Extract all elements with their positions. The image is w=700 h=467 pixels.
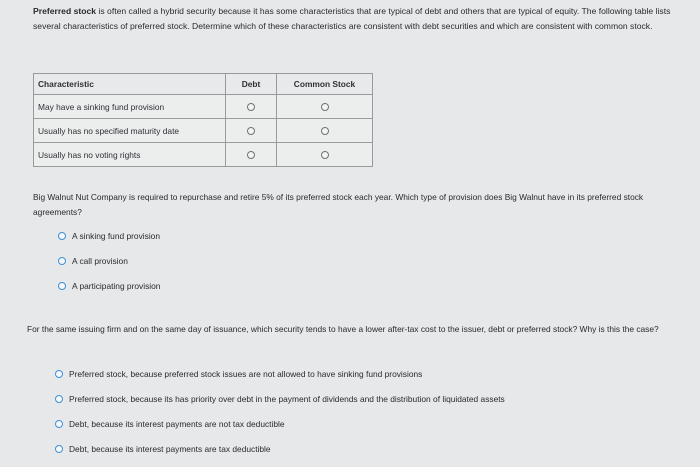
characteristics-table — [33, 73, 373, 167]
question-2-text: Big Walnut Nut Company is required to repurchase and retire 5% of its preferred stock each year. Which type of provision does Big Walnut have in its preferred stock agreements? — [33, 192, 644, 217]
intro-paragraph — [33, 4, 693, 34]
option-label: Debt, because its interest payments are not tax deductible — [69, 419, 285, 429]
option-label: Debt, because its interest payments are tax deductible — [69, 444, 271, 454]
common-stock-radio-row-2[interactable] — [321, 127, 329, 135]
q3-option-2[interactable] — [55, 394, 505, 404]
option-label: A sinking fund provision — [72, 231, 160, 241]
debt-radio-row-3[interactable] — [247, 151, 255, 159]
header-characteristic: Characteristic — [34, 74, 226, 95]
debt-radio-row-2[interactable] — [247, 127, 255, 135]
row-label: Usually has no specified maturity date — [34, 119, 226, 143]
intro-bold-term: Preferred stock — [33, 6, 97, 16]
q2-option-sinking-fund[interactable] — [58, 231, 160, 241]
radio-icon[interactable] — [55, 420, 63, 428]
radio-icon[interactable] — [58, 232, 66, 240]
header-common-stock: Common Stock — [277, 74, 373, 95]
debt-radio-row-1[interactable] — [247, 103, 255, 111]
q2-option-participating[interactable] — [58, 281, 160, 291]
q3-option-4[interactable] — [55, 444, 271, 454]
radio-icon[interactable] — [55, 370, 63, 378]
table-header-row — [34, 74, 373, 95]
question-3-text: For the same issuing firm and on the same day of issuance, which security tends to have a lower after-tax cost to the issuer, debt or preferred stock? Why is this the case? — [27, 324, 659, 334]
common-stock-radio-row-3[interactable] — [321, 151, 329, 159]
common-stock-radio-row-1[interactable] — [321, 103, 329, 111]
q3-option-1[interactable] — [55, 369, 422, 379]
option-label: A call provision — [72, 256, 128, 266]
row-label: May have a sinking fund provision — [34, 95, 226, 119]
option-label: Preferred stock, because its has priority over debt in the payment of dividends and the distribution of liquidated assets — [69, 394, 505, 404]
option-label: Preferred stock, because preferred stock issues are not allowed to have sinking fund provisions — [69, 369, 423, 379]
table-row — [34, 119, 373, 143]
radio-icon[interactable] — [58, 257, 66, 265]
option-label: A participating provision — [72, 281, 161, 291]
radio-icon[interactable] — [58, 282, 66, 290]
table-row — [34, 143, 373, 167]
radio-icon[interactable] — [55, 445, 63, 453]
row-label: Usually has no voting rights — [34, 143, 226, 167]
intro-text: is often called a hybrid security because it has some characteristics that are typical of debt and others that are typical of equity. The following table lists several characteristics of preferred stock. Determine which of these characteristics are consistent with debt securities and which are consistent with common stock. — [33, 6, 671, 31]
header-debt: Debt — [226, 74, 277, 95]
table-row — [34, 95, 373, 119]
radio-icon[interactable] — [55, 395, 63, 403]
q3-option-3[interactable] — [55, 419, 285, 429]
q2-option-call[interactable] — [58, 256, 128, 266]
